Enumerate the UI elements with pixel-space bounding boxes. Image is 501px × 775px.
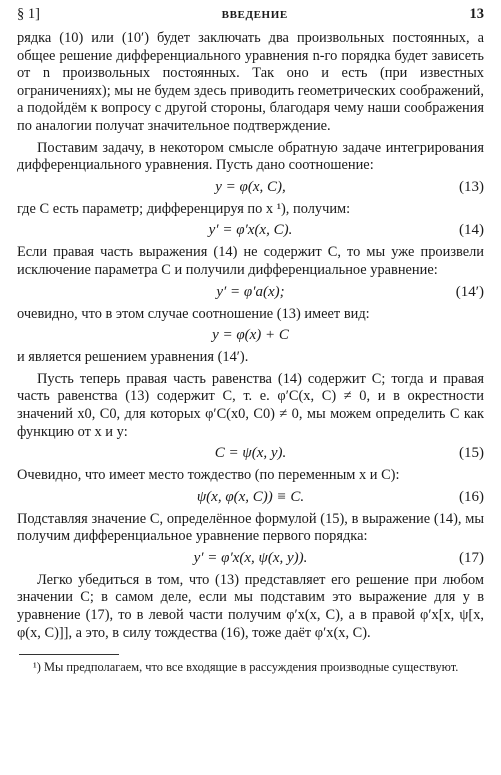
formula-15-number: (15) — [459, 445, 484, 462]
formula-solution-expression: y = φ(x) + C — [212, 327, 289, 344]
formula-13-expression: y = φ(x, C), — [215, 178, 286, 195]
formula-15 — [17, 441, 484, 467]
formula-14-prime-number: (14′) — [455, 283, 484, 300]
chapter-title: ВВЕДЕНИЕ — [221, 9, 288, 21]
footnote: ¹) Мы предполагаем, что все входящие в рассуждения производные существуют. — [33, 660, 459, 675]
formula-15-expression: C = ψ(x, y). — [214, 445, 287, 462]
paragraph-8: Очевидно, что имеет место тождество (по переменным x и C): — [17, 467, 400, 484]
formula-16 — [17, 485, 484, 511]
section-marker: § 1] — [17, 6, 40, 22]
formula-14-prime-expression: y′ = φ′a(x); — [216, 283, 285, 300]
formula-13-number: (13) — [459, 178, 484, 195]
paragraph-3: где C есть параметр; дифференцируя по x ¹), получим: — [17, 200, 351, 217]
formula-14-expression: y′ = φ′x(x, C). — [208, 222, 293, 239]
paragraph-1: рядка (10) или (10′) будет заключать два произвольных постоянных, а общее решение дифференциального уравнения n-го порядка будет зависеть от n произвольных постоянных. Так оно и есть (при известных ограничениях); мы не будем здесь приводить геометрических соображений, а подойдём к вопросу с другой стороны, благодаря чему наши соображения по аналогии получат значительное подтверждение. — [17, 30, 484, 134]
paragraph-5: очевидно, что в этом случае соотношение (13) имеет вид: — [17, 305, 370, 322]
running-header — [17, 6, 484, 30]
paragraph-10: Легко убедиться в том, что (13) представляет его решение при любом значении C; в самом деле, если мы подставим это выражение для y в уравнение (17), то в левой части получим φ′x(x, C), а в правой φ′x[x, ψ[x, φ(x, C)]], а это, в силу тождества (16), тоже даёт φ′x(x, C). — [17, 571, 484, 641]
formula-14 — [17, 218, 484, 244]
paragraph-7: Пусть теперь правая часть равенства (14) содержит C; тогда и правая часть равенства (13) содержит C, т. е. φ′C(x, C) ≠ 0, и в окрестности значений x0, C0, для которых φ′C(x0, C0) ≠ 0, мы можем определить C как функцию от x и y: — [17, 370, 484, 440]
formula-13 — [17, 175, 484, 201]
formula-17-expression: y′ = φ′x(x, ψ(x, y)). — [193, 549, 308, 566]
footnote-divider — [19, 654, 119, 655]
paragraph-2: Поставим задачу, в некотором смысле обратную задаче интегрирования дифференциального уравнения. Пусть дано соотношение: — [17, 139, 484, 174]
paragraph-9: Подставляя значение C, определённое формулой (15), в выражение (14), мы получим дифференциальное уравнение первого порядка: — [17, 510, 484, 545]
formula-14-prime — [17, 280, 484, 306]
page-number: 13 — [469, 6, 484, 22]
formula-solution — [17, 323, 484, 349]
formula-17 — [17, 546, 484, 572]
formula-14-number: (14) — [459, 222, 484, 239]
paragraph-6: и является решением уравнения (14′). — [17, 349, 249, 366]
formula-17-number: (17) — [459, 549, 484, 566]
formula-16-number: (16) — [459, 488, 484, 505]
paragraph-4: Если правая часть выражения (14) не содержит C, то мы уже произвели исключение параметра C и получили дифференциальное уравнение: — [17, 244, 484, 278]
formula-16-expression: ψ(x, φ(x, C)) ≡ C. — [196, 488, 305, 505]
